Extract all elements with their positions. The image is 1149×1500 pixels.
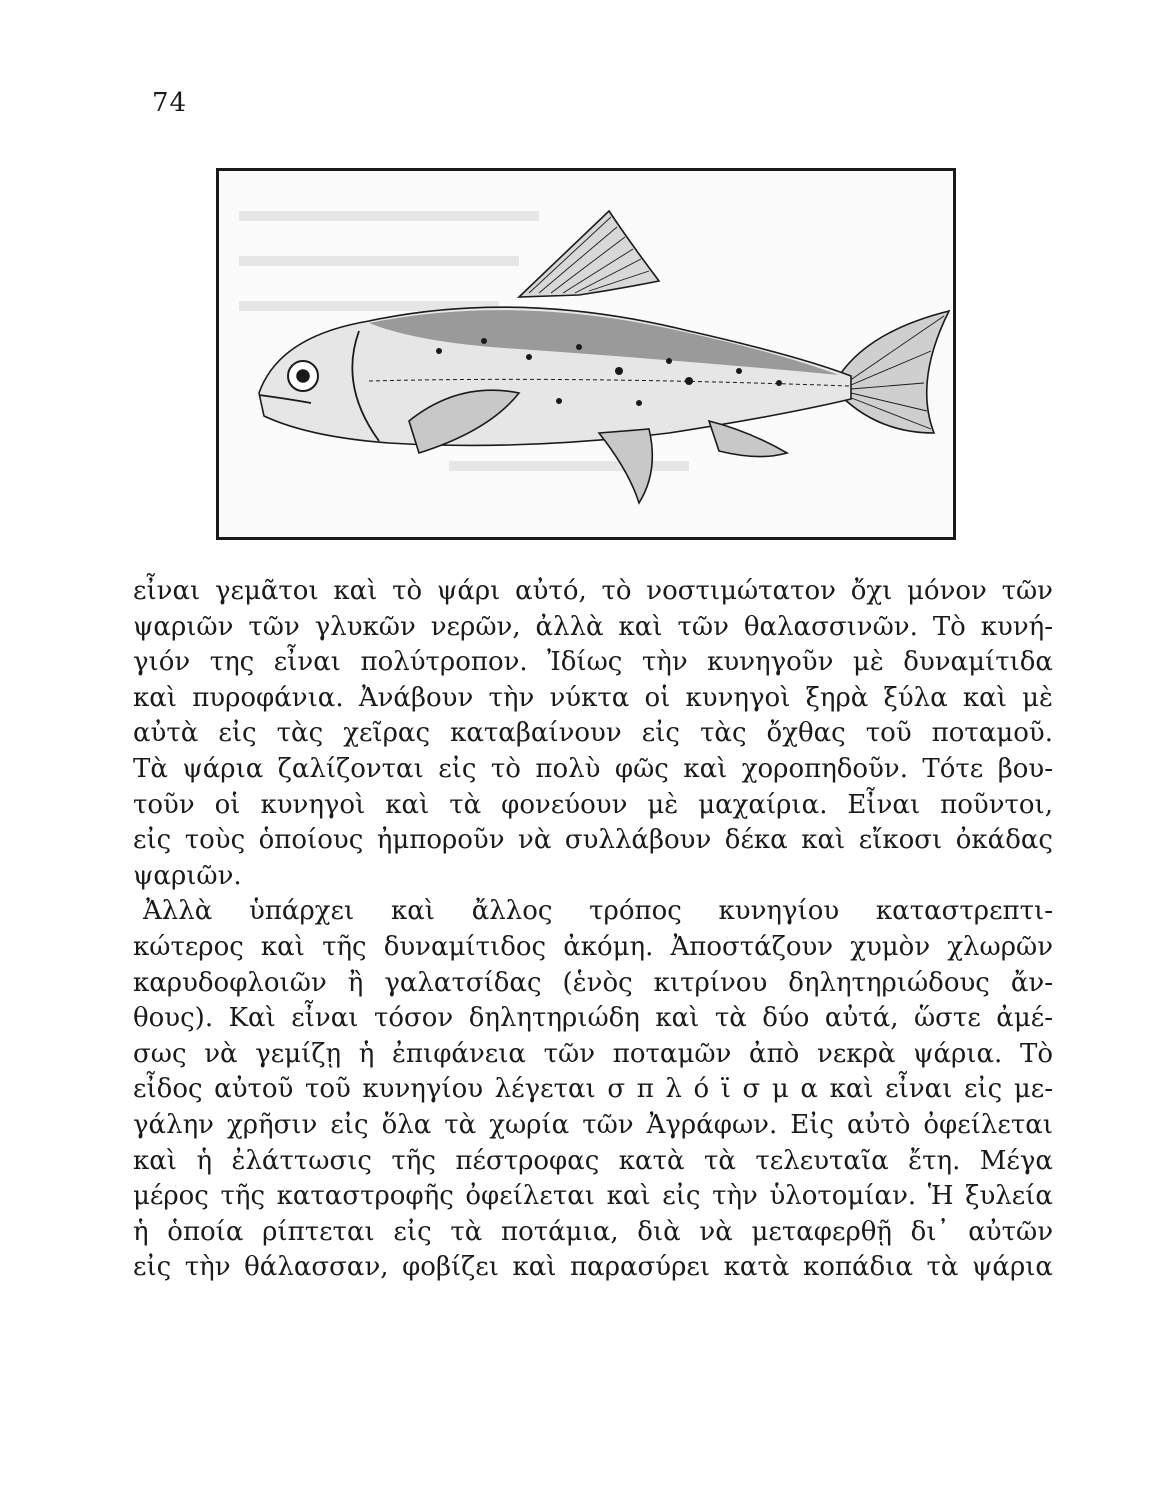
text-line: γιόν της εἶναι πολύτροπον. Ἰδίως τὴν κυνηγοῦν μὲ δυναμίτιδα (133, 647, 1053, 678)
body-text (133, 574, 1053, 1286)
spot (776, 380, 782, 386)
spot (436, 348, 442, 354)
text-line: εἶναι γεμᾶτοι καὶ τὸ ψάρι αὐτό, τὸ νοστιμώτατον ὄχι μόνον τῶν (133, 576, 1053, 606)
text-line: Ἀλλὰ ὑπάρχει καὶ ἄλλος τρόπος κυνηγίου καταστρεπτι- (143, 896, 1053, 927)
text-line: Τὰ ψάρια ζαλίζονται εἰς τὸ πολὺ φῶς καὶ χοροπηδοῦν. Τότε βου- (133, 753, 1053, 784)
spot (685, 377, 693, 385)
bleed-through-line (239, 211, 539, 221)
text-line: ψαριῶν τῶν γλυκῶν νερῶν, ἀλλὰ καὶ τῶν θαλασσινῶν. Τὸ κυνή- (133, 611, 1053, 642)
text-line: εἶδος αὐτοῦ τοῦ κυνηγίου λέγεται σ π λ ό ϊ σ μ α καὶ εἶναι εἰς με- (133, 1074, 1053, 1105)
spot (576, 344, 582, 350)
text-line: σως νὰ γεμίζῃ ἡ ἐπιφάνεια τῶν ποταμῶν ἀπὸ νεκρὰ ψάρια. Τὸ (133, 1038, 1053, 1069)
text-line: ψαριῶν. (133, 860, 242, 891)
text-line: ἡ ὁποία ρίπτεται εἰς τὰ ποτάμια, διὰ νὰ μεταφερθῇ δι᾽ αὐτῶν (133, 1216, 1053, 1247)
spot (736, 368, 742, 374)
spot (615, 367, 623, 375)
spot (636, 400, 642, 406)
spot (481, 338, 487, 344)
anal-fin (709, 421, 787, 457)
text-line: καὶ πυροφάνια. Ἀνάβουν τὴν νύκτα οἱ κυνηγοὶ ξηρὰ ξύλα καὶ μὲ (133, 682, 1053, 713)
bleed-through-line (449, 461, 689, 471)
text-line: καρυδοφλοιῶν ἢ γαλατσίδας (ἑνὸς κιτρίνου δηλητηριώδους ἄν- (133, 967, 1053, 998)
spot (556, 398, 562, 404)
text-line: τοῦν οἱ κυνηγοὶ καὶ τὰ φονεύουν μὲ μαχαίρια. Εἶναι ποῦντοι, (133, 789, 1053, 820)
page-number: 74 (152, 88, 188, 118)
text-line: καὶ ἡ ἐλάττωσις τῆς πέστροφας κατὰ τὰ τελευταῖα ἔτη. Μέγα (133, 1145, 1053, 1176)
dorsal-fin (519, 211, 659, 297)
text-line: εἰς τὴν θάλασσαν, φοβίζει καὶ παρασύρει κατὰ κοπάδια τὰ ψάρια (133, 1252, 1053, 1283)
text-line: κώτερος καὶ τῆς δυναμίτιδος ἀκόμη. Ἀποστάζουν χυμὸν χλωρῶν (133, 931, 1053, 962)
fish-illustration (216, 168, 956, 540)
text-line: θους). Καὶ εἶναι τόσον δηλητηριώδη καὶ τὰ δύο αὐτά, ὥστε ἀμέ- (133, 1003, 1053, 1034)
spot (526, 354, 532, 360)
text-line: γάλην χρῆσιν εἰς ὅλα τὰ χωρία τῶν Ἀγράφων. Εἰς αὐτὸ ὀφείλεται (133, 1109, 1053, 1140)
text-line: αὐτὰ εἰς τὰς χεῖρας καταβαίνουν εἰς τὰς ὄχθας τοῦ ποταμοῦ. (133, 718, 1053, 749)
pupil (297, 370, 309, 382)
spot (666, 358, 672, 364)
text-line: εἰς τοὺς ὁποίους ἠμποροῦν νὰ συλλάβουν δέκα καὶ εἴκοσι ὀκάδας (133, 825, 1053, 856)
text-line: μέρος τῆς καταστροφῆς ὀφείλεται καὶ εἰς τὴν ὑλοτομίαν. Ἡ ξυλεία (133, 1181, 1053, 1212)
bleed-through-line (239, 256, 519, 266)
